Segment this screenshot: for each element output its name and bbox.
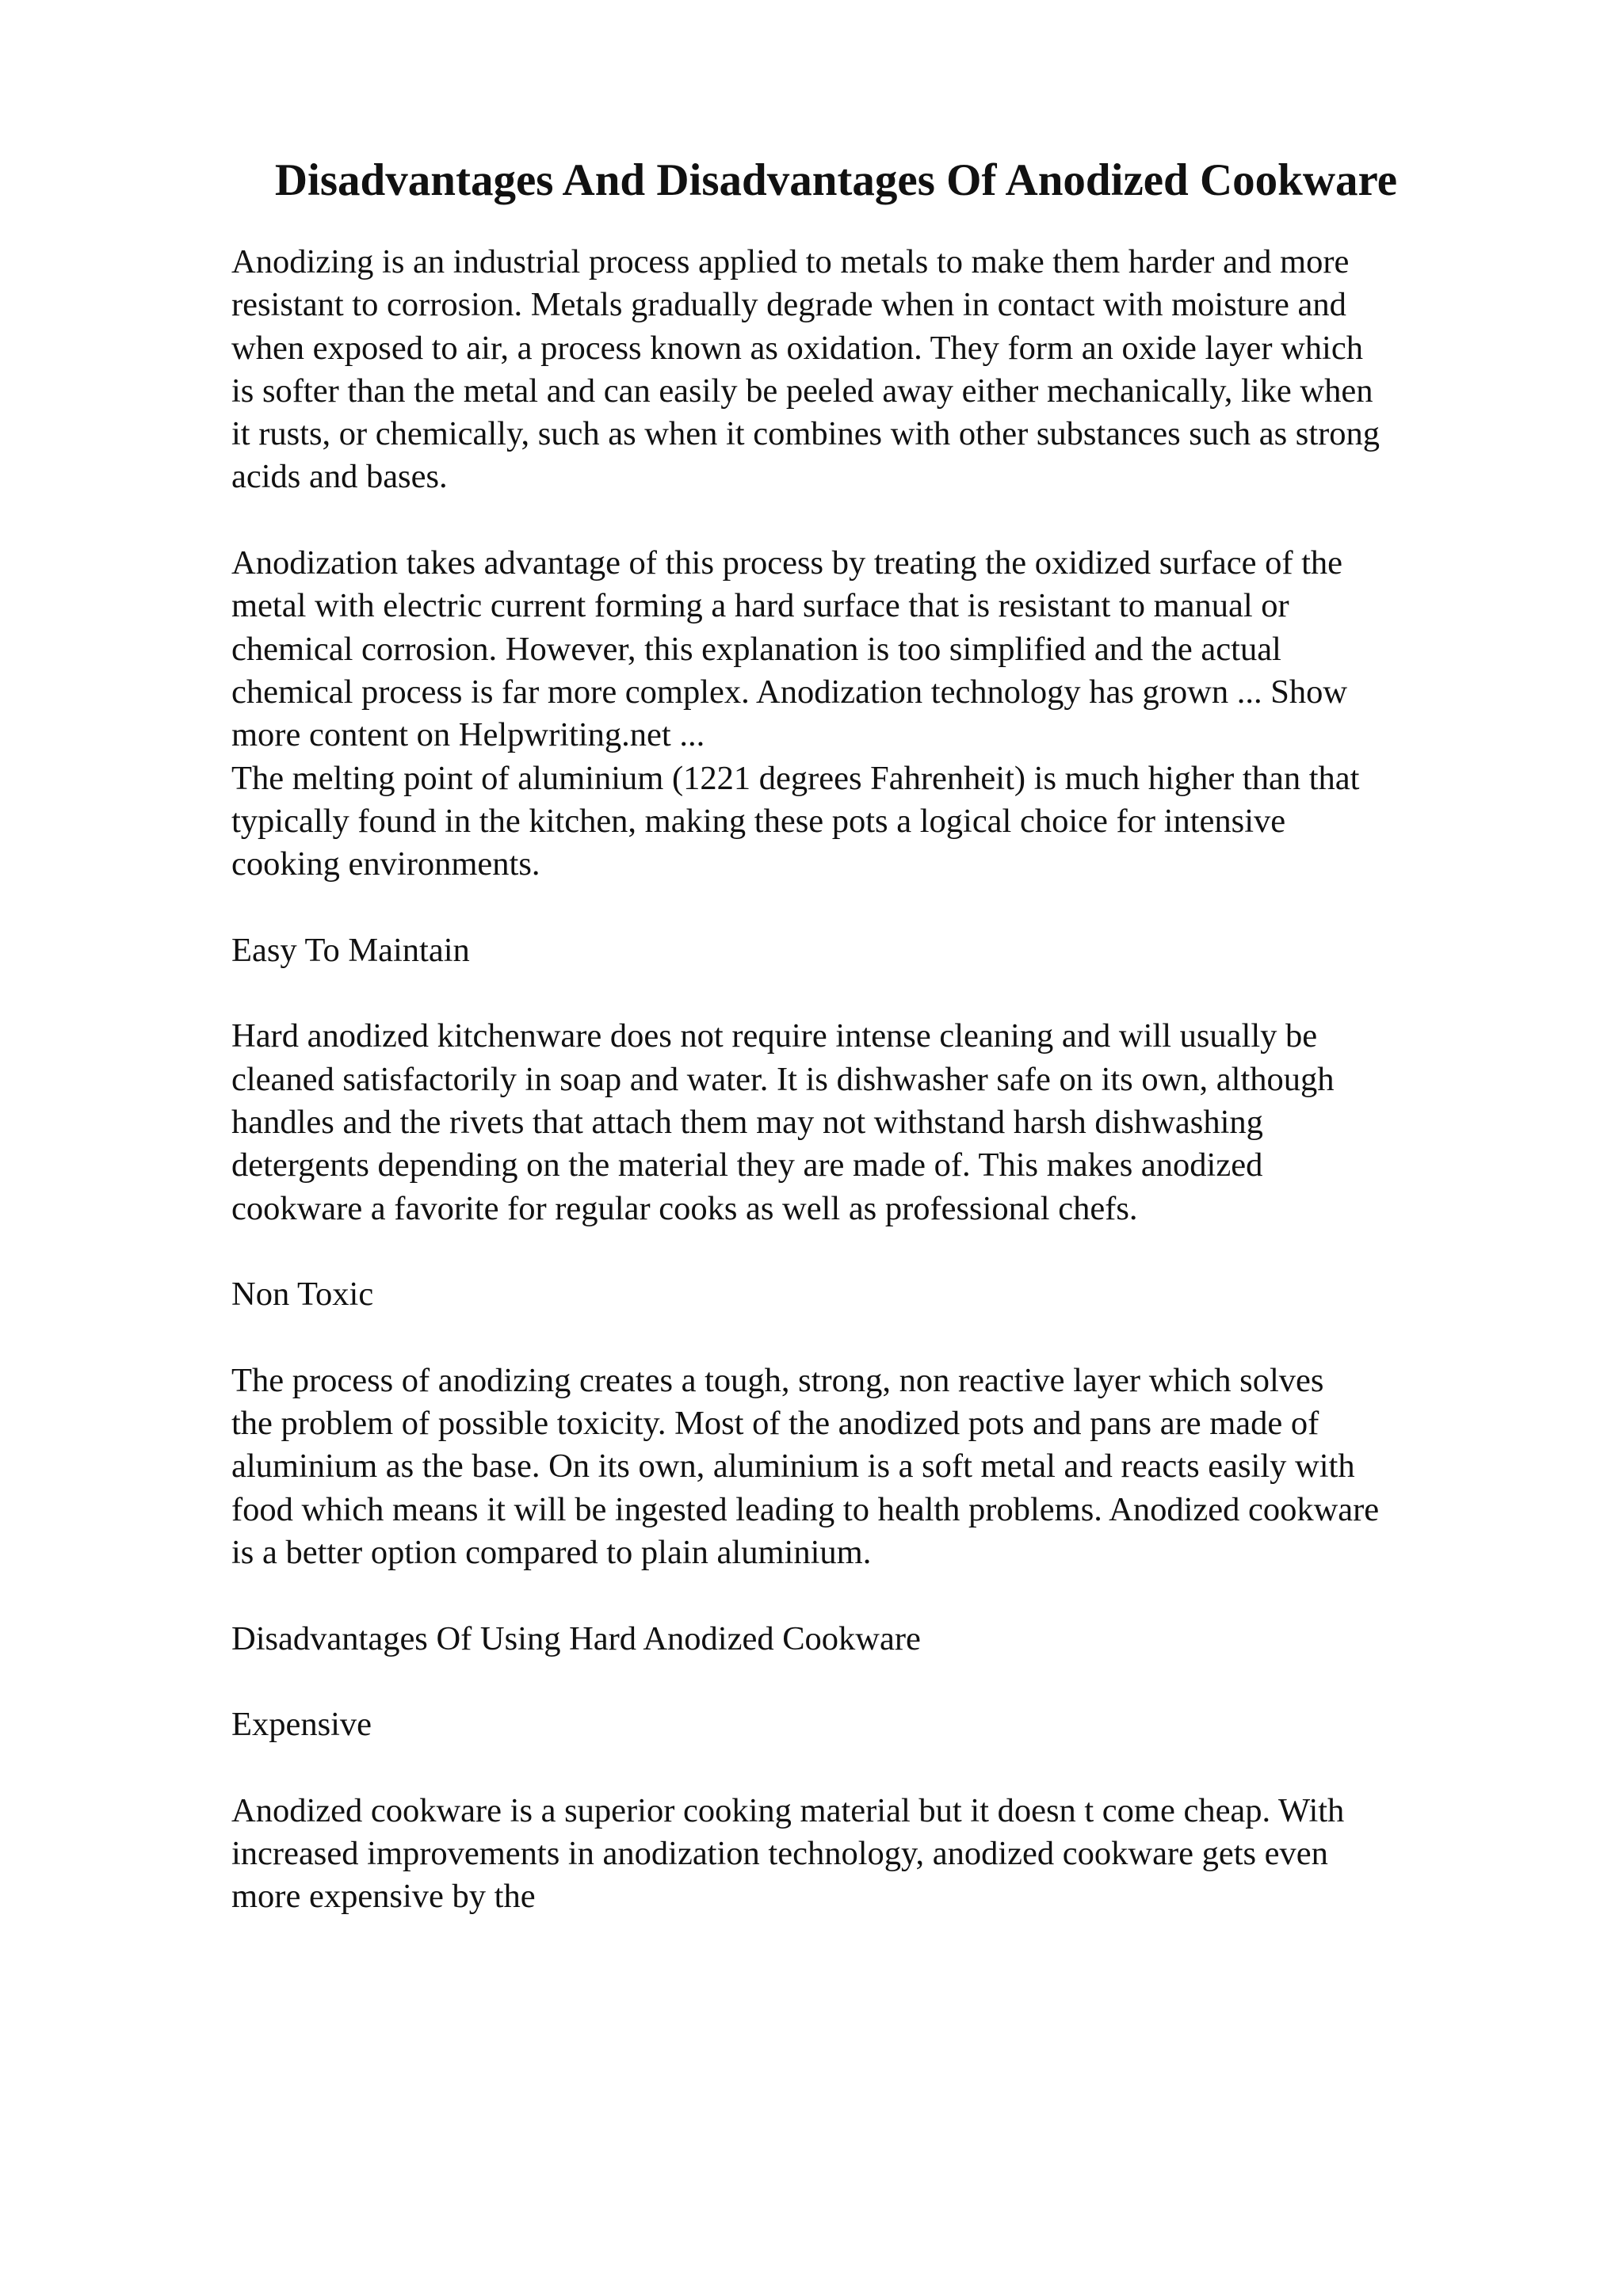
paragraph-spacer <box>231 1661 1515 1703</box>
paragraph-spacer <box>231 1574 1515 1617</box>
paragraph-spacer <box>231 499 1515 542</box>
text-line: typically found in the kitchen, making these pots a logical choice for intensive <box>231 802 1286 840</box>
heading-text: Easy To Maintain <box>231 931 470 969</box>
document-title: Disadvantages And Disadvantages Of Anodized Cookware <box>274 155 1398 205</box>
heading-text: Non Toxic <box>231 1276 374 1314</box>
paragraph-spacer <box>231 1316 1515 1359</box>
text-line: handles and the rivets that attach them may not withstand harsh dishwashing <box>231 1103 1263 1141</box>
section-heading-easy-to-maintain <box>231 929 1515 972</box>
text-line: The melting point of aluminium (1221 degrees Fahrenheit) is much higher than that <box>231 759 1360 797</box>
paragraph-spacer <box>231 1746 1515 1789</box>
text-line: cleaned satisfactorily in soap and water. It is dishwasher safe on its own, although <box>231 1060 1335 1098</box>
text-line: resistant to corrosion. Metals gradually degrade when in contact with moisture and <box>231 286 1346 324</box>
text-line: Anodization takes advantage of this process by treating the oxidized surface of the <box>231 544 1343 582</box>
paragraph-easy-to-maintain <box>231 1015 1515 1230</box>
text-line: is a better option compared to plain aluminium. <box>231 1533 872 1571</box>
text-line: more expensive by the <box>231 1878 536 1916</box>
text-line: cookware a favorite for regular cooks as well as professional chefs. <box>231 1189 1138 1227</box>
paragraph-anodization-process <box>231 542 1515 757</box>
text-line: The process of anodizing creates a tough, strong, non reactive layer which solves <box>231 1361 1324 1399</box>
text-line: cooking environments. <box>231 845 540 883</box>
document-body <box>231 241 1515 1919</box>
text-line: Anodized cookware is a superior cooking material but it doesn t come cheap. With <box>231 1791 1345 1829</box>
text-line: increased improvements in anodization technology, anodized cookware gets even <box>231 1834 1328 1872</box>
paragraph-spacer <box>231 886 1515 929</box>
text-line: detergents depending on the material they are made of. This makes anodized <box>231 1146 1263 1184</box>
text-line: more content on Helpwriting.net ... <box>231 716 705 754</box>
heading-text: Expensive <box>231 1706 372 1744</box>
text-line: the problem of possible toxicity. Most of the anodized pots and pans are made of <box>231 1405 1319 1443</box>
paragraph-non-toxic <box>231 1360 1515 1574</box>
text-line: Anodizing is an industrial process applied to metals to make them harder and more <box>231 243 1350 280</box>
paragraph-anodizing-intro <box>231 241 1515 499</box>
section-heading-non-toxic <box>231 1273 1515 1316</box>
paragraph-spacer <box>231 1230 1515 1273</box>
text-line: Hard anodized kitchenware does not require intense cleaning and will usually be <box>231 1017 1318 1055</box>
text-line: aluminium as the base. On its own, aluminium is a soft metal and reacts easily with <box>231 1447 1355 1486</box>
text-line: chemical corrosion. However, this explanation is too simplified and the actual <box>231 630 1281 668</box>
heading-text: Disadvantages Of Using Hard Anodized Cookware <box>231 1619 921 1657</box>
text-line: chemical process is far more complex. Anodization technology has grown ... Show <box>231 673 1348 711</box>
text-line: metal with electric current forming a hard surface that is resistant to manual or <box>231 587 1289 625</box>
text-line: is softer than the metal and can easily be peeled away either mechanically, like when <box>231 372 1373 410</box>
section-heading-expensive <box>231 1703 1515 1746</box>
section-heading-disadvantages <box>231 1618 1515 1661</box>
text-line: it rusts, or chemically, such as when it combines with other substances such as strong <box>231 415 1381 453</box>
text-line: food which means it will be ingested leading to health problems. Anodized cookware <box>231 1490 1380 1528</box>
paragraph-spacer <box>231 972 1515 1015</box>
paragraph-melting-point <box>231 757 1515 887</box>
text-line: when exposed to air, a process known as oxidation. They form an oxide layer which <box>231 329 1363 367</box>
paragraph-expensive <box>231 1790 1515 1919</box>
text-line: acids and bases. <box>231 458 448 496</box>
